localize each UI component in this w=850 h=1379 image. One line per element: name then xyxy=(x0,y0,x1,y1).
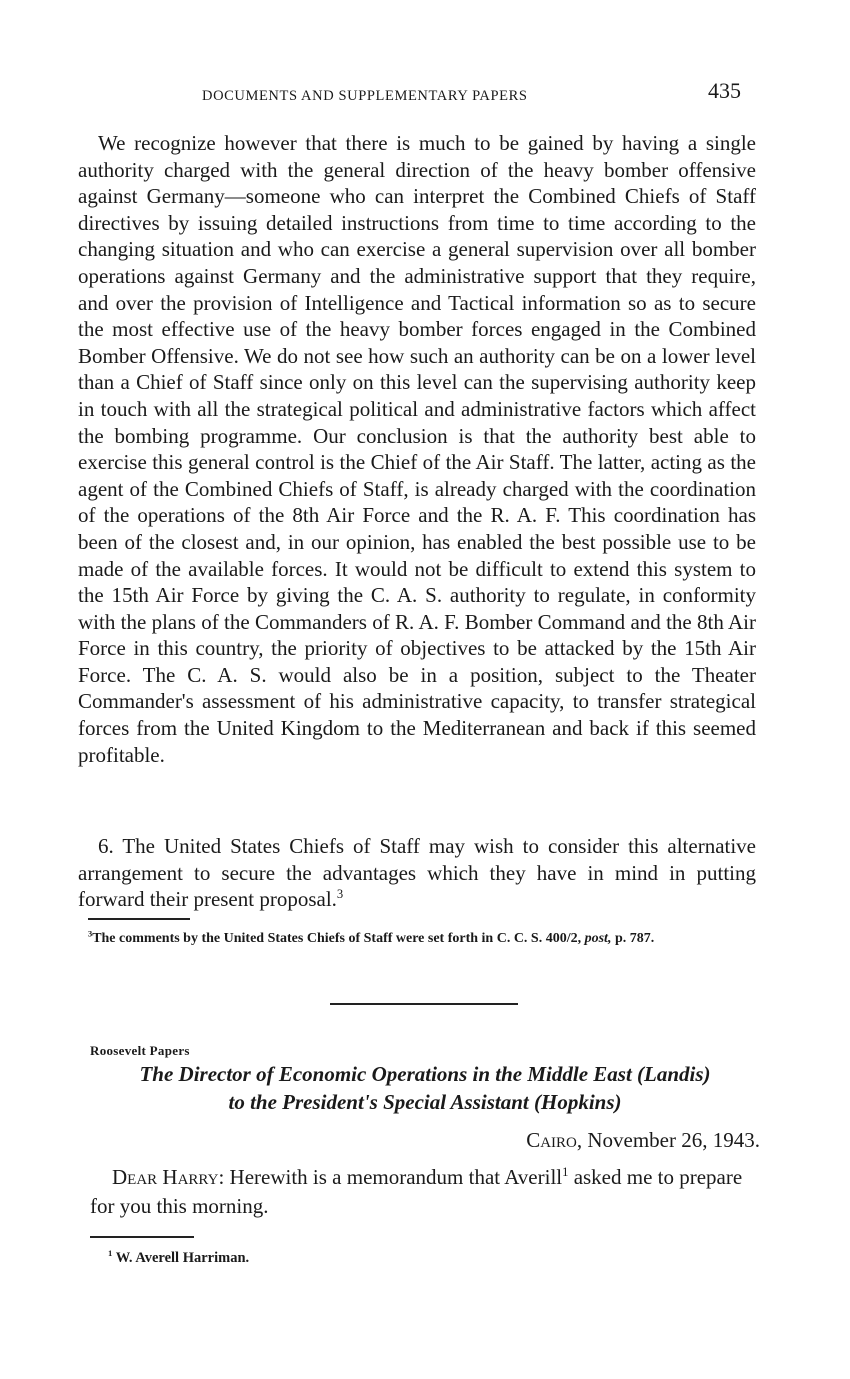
document-title xyxy=(80,1060,770,1116)
letter-text-1: : Herewith is a memorandum that Averill xyxy=(218,1165,563,1189)
document-title-line-1: The Director of Economic Operations in the Middle East (Landis) xyxy=(139,1062,711,1086)
document-title-line-2: to the President's Special Assistant (Hopkins) xyxy=(228,1090,622,1114)
paragraph-text xyxy=(78,833,756,913)
footnote-separator xyxy=(88,918,190,920)
letter-paragraph xyxy=(90,1163,765,1221)
dateline-place: Cairo, xyxy=(526,1128,583,1152)
footnote-text: W. Averell Harriman. xyxy=(115,1250,250,1266)
letter-text-2: asked me to prepare for you this morning. xyxy=(90,1165,743,1218)
body-paragraph-1 xyxy=(78,130,756,768)
footnote-text-end: p. 787. xyxy=(611,931,655,946)
salutation: Dear Harry xyxy=(112,1165,219,1189)
footnote-ref-3: 3 xyxy=(336,887,344,902)
section-divider xyxy=(330,1003,518,1005)
paragraph-2-text: 6. The United States Chiefs of Staff may wish to consider this alternative arrangement to secure the advantages which they have in mind in putting forward their present proposal. xyxy=(78,834,756,912)
footnote-mark: 1 xyxy=(108,1248,113,1259)
footnote-3 xyxy=(88,930,760,948)
footnote-mark: 3 xyxy=(88,929,93,939)
page-number: 435 xyxy=(708,78,741,103)
paragraph-text: We recognize however that there is much to be gained by having a single authority charged with the general direction of the heavy bomber offensive against Germany—someone who can interpret the Combined Chiefs of Staff directives by issuing detailed instructions from time to time according to the changing situation and who can exercise a general supervision over all bomber operations against Germany and the administrative support that they require, and over the provision of Intelligence and Tactical information so as to secure the most effective use of the heavy bomber forces engaged in the Combined Bomber Offensive. We do not see how such an authority can be on a lower level than a Chief of Staff since only on this level can the supervising authority keep in touch with all the strategical political and administrative factors which affect the bombing programme. Our conclusion is that the authority best able to exercise this general control is the Chief of the Air Staff. The latter, acting as the agent of the Combined Chiefs of Staff, is already charged with the coordination of the operations of the 8th Air Force and the R. A. F. This coordination has been of the closest and, in our opinion, has enabled the best possible use to be made of the available forces. It would not be difficult to extend this system to the 15th Air Force by giving the C. A. S. authority to regulate, in conformity with the plans of the Commanders of R. A. F. Bomber Command and the 8th Air Force in this country, the priority of objectives to be attacked by the 15th Air Force. The C. A. S. would also be in a position, subject to the Theater Commander's assessment of his administrative capacity, to transfer strategical forces from the United Kingdom to the Mediterranean and back if this seemed profitable. xyxy=(78,131,756,767)
page-header-title: DOCUMENTS AND SUPPLEMENTARY PAPERS xyxy=(202,88,528,104)
dateline-date: November 26, 1943. xyxy=(582,1128,760,1152)
dateline xyxy=(526,1128,760,1153)
body-paragraph-2 xyxy=(78,833,756,913)
footnote-1 xyxy=(108,1250,249,1267)
footnote-text: The comments by the United States Chiefs of Staff were set forth in C. C. S. 400/2, xyxy=(92,931,585,946)
footnote-italic: post, xyxy=(584,931,612,946)
footnote-separator-2 xyxy=(90,1236,194,1238)
running-head xyxy=(0,78,850,114)
footnote-ref-1: 1 xyxy=(562,1165,569,1179)
document-source: Roosevelt Papers xyxy=(90,1043,190,1058)
